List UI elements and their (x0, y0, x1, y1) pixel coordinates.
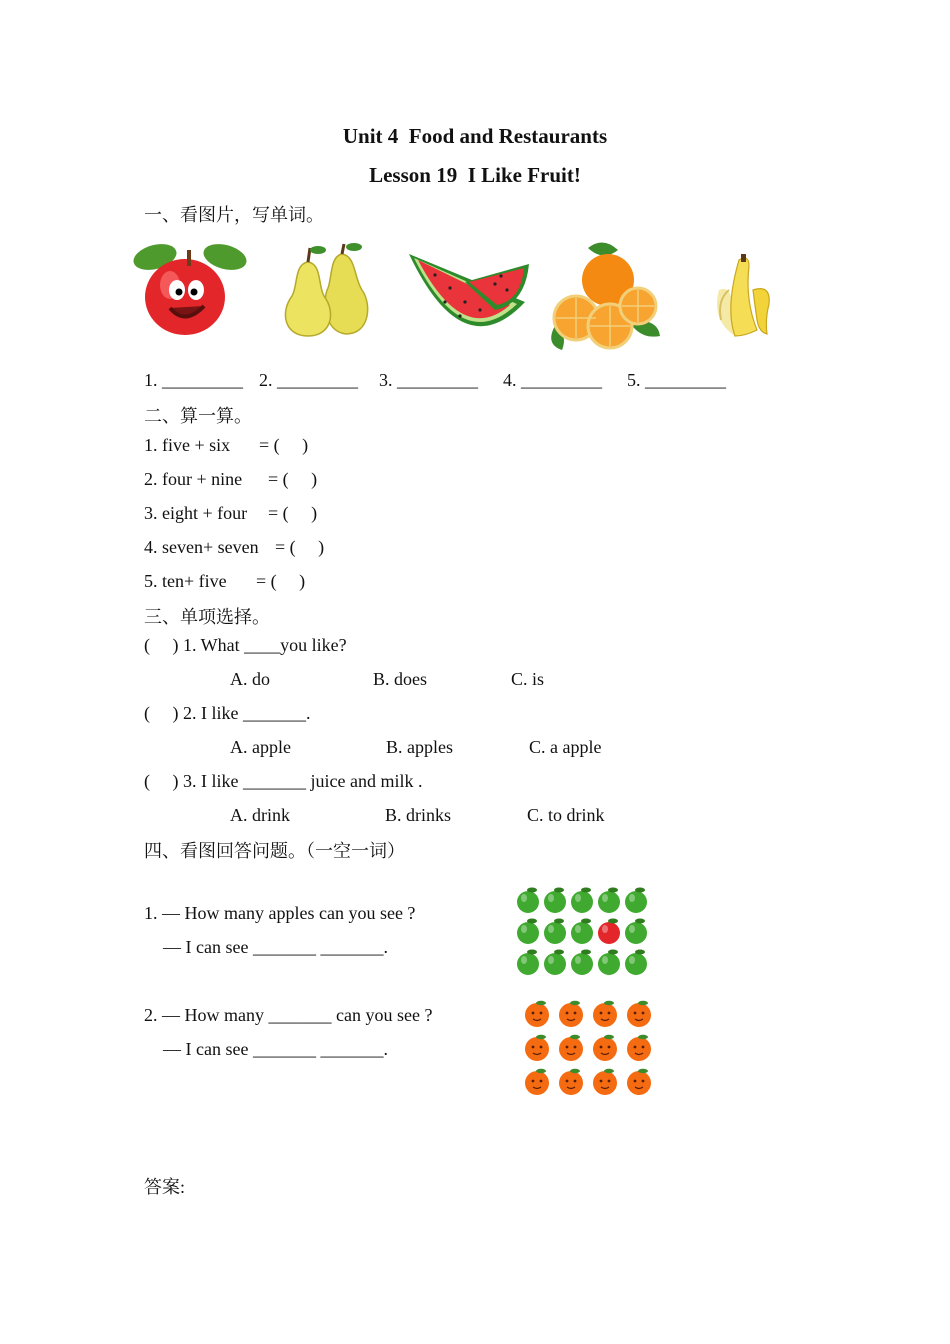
orange-face-icon (627, 1001, 651, 1027)
watermelon-icon (405, 250, 531, 336)
calc-eq-4: = ( ) (275, 537, 325, 557)
calc-eq-5: = ( ) (256, 571, 306, 591)
orange-face-icon (525, 1001, 549, 1027)
orange-face-icon (525, 1035, 549, 1061)
unit-title: Unit 4 Food and Restaurants (342, 124, 608, 148)
calc-expr-3: 3. eight + four (144, 503, 248, 523)
green-apple-icon (598, 950, 620, 976)
answers-heading: 答案: (144, 1177, 186, 1197)
picture-question-1-line1: 1. — How many apples can you see ? (144, 903, 416, 923)
orange-face-icon (593, 1001, 617, 1027)
orange-grid-image (522, 997, 656, 1097)
banana-icon (705, 250, 773, 340)
question-2-option-a: A. apple (230, 737, 291, 757)
blank-2: 2. _________ (259, 370, 358, 390)
picture-question-2-line2: — I can see _______ _______. (163, 1039, 388, 1059)
pear-icon (280, 242, 372, 338)
green-apple-icon (544, 950, 566, 976)
blank-4: 4. _________ (503, 370, 602, 390)
green-apple-icon (517, 888, 539, 914)
apple-grid-image (515, 886, 645, 978)
green-apple-icon (625, 919, 647, 945)
green-apple-icon (571, 888, 593, 914)
calc-eq-3: = ( ) (268, 503, 318, 523)
lesson-title: Lesson 19 I Like Fruit! (369, 163, 581, 187)
orange-face-icon (559, 1069, 583, 1095)
calc-eq-2: = ( ) (268, 469, 318, 489)
question-1-stem: ( ) 1. What ____you like? (144, 635, 347, 655)
question-1-option-b: B. does (373, 669, 427, 689)
orange-face-icon (559, 1035, 583, 1061)
green-apple-icon (571, 950, 593, 976)
orange-face-icon (559, 1001, 583, 1027)
picture-question-1-line2: — I can see _______ _______. (163, 937, 388, 957)
green-apple-icon (544, 919, 566, 945)
question-3-option-a: A. drink (230, 805, 290, 825)
question-3-option-c: C. to drink (527, 805, 605, 825)
question-2-option-c: C. a apple (529, 737, 602, 757)
green-apple-icon (571, 919, 593, 945)
calc-expr-2: 2. four + nine (144, 469, 243, 489)
apple-icon (130, 240, 250, 340)
green-apple-icon (544, 888, 566, 914)
blank-3: 3. _________ (379, 370, 478, 390)
section2-heading: 二、算一算。 (144, 406, 252, 426)
orange-face-icon (593, 1069, 617, 1095)
orange-face-icon (525, 1069, 549, 1095)
green-apple-icon (625, 950, 647, 976)
calc-expr-1: 1. five + six (144, 435, 231, 455)
green-apple-icon (517, 919, 539, 945)
question-1-option-a: A. do (230, 669, 270, 689)
question-2-stem: ( ) 2. I like _______. (144, 703, 311, 723)
section3-heading: 三、单项选择。 (144, 607, 270, 627)
question-1-option-c: C. is (511, 669, 545, 689)
red-apple-icon (598, 919, 620, 945)
question-2-option-b: B. apples (386, 737, 453, 757)
green-apple-icon (625, 888, 647, 914)
section4-heading: 四、看图回答问题。（一空一词） (144, 841, 405, 861)
orange-face-icon (627, 1035, 651, 1061)
blank-1: 1. _________ (144, 370, 243, 390)
question-3-stem: ( ) 3. I like _______ juice and milk . (144, 771, 423, 791)
orange-icon (548, 240, 663, 355)
green-apple-icon (517, 950, 539, 976)
orange-face-icon (627, 1069, 651, 1095)
orange-face-icon (593, 1035, 617, 1061)
calc-eq-1: = ( ) (259, 435, 309, 455)
section1-heading: 一、看图片，写单词。 (144, 205, 324, 225)
blank-5: 5. _________ (627, 370, 726, 390)
green-apple-icon (598, 888, 620, 914)
calc-expr-5: 5. ten+ five (144, 571, 227, 591)
calc-expr-4: 4. seven+ seven (144, 537, 259, 557)
question-3-option-b: B. drinks (385, 805, 452, 825)
picture-question-2-line1: 2. — How many _______ can you see ? (144, 1005, 433, 1025)
